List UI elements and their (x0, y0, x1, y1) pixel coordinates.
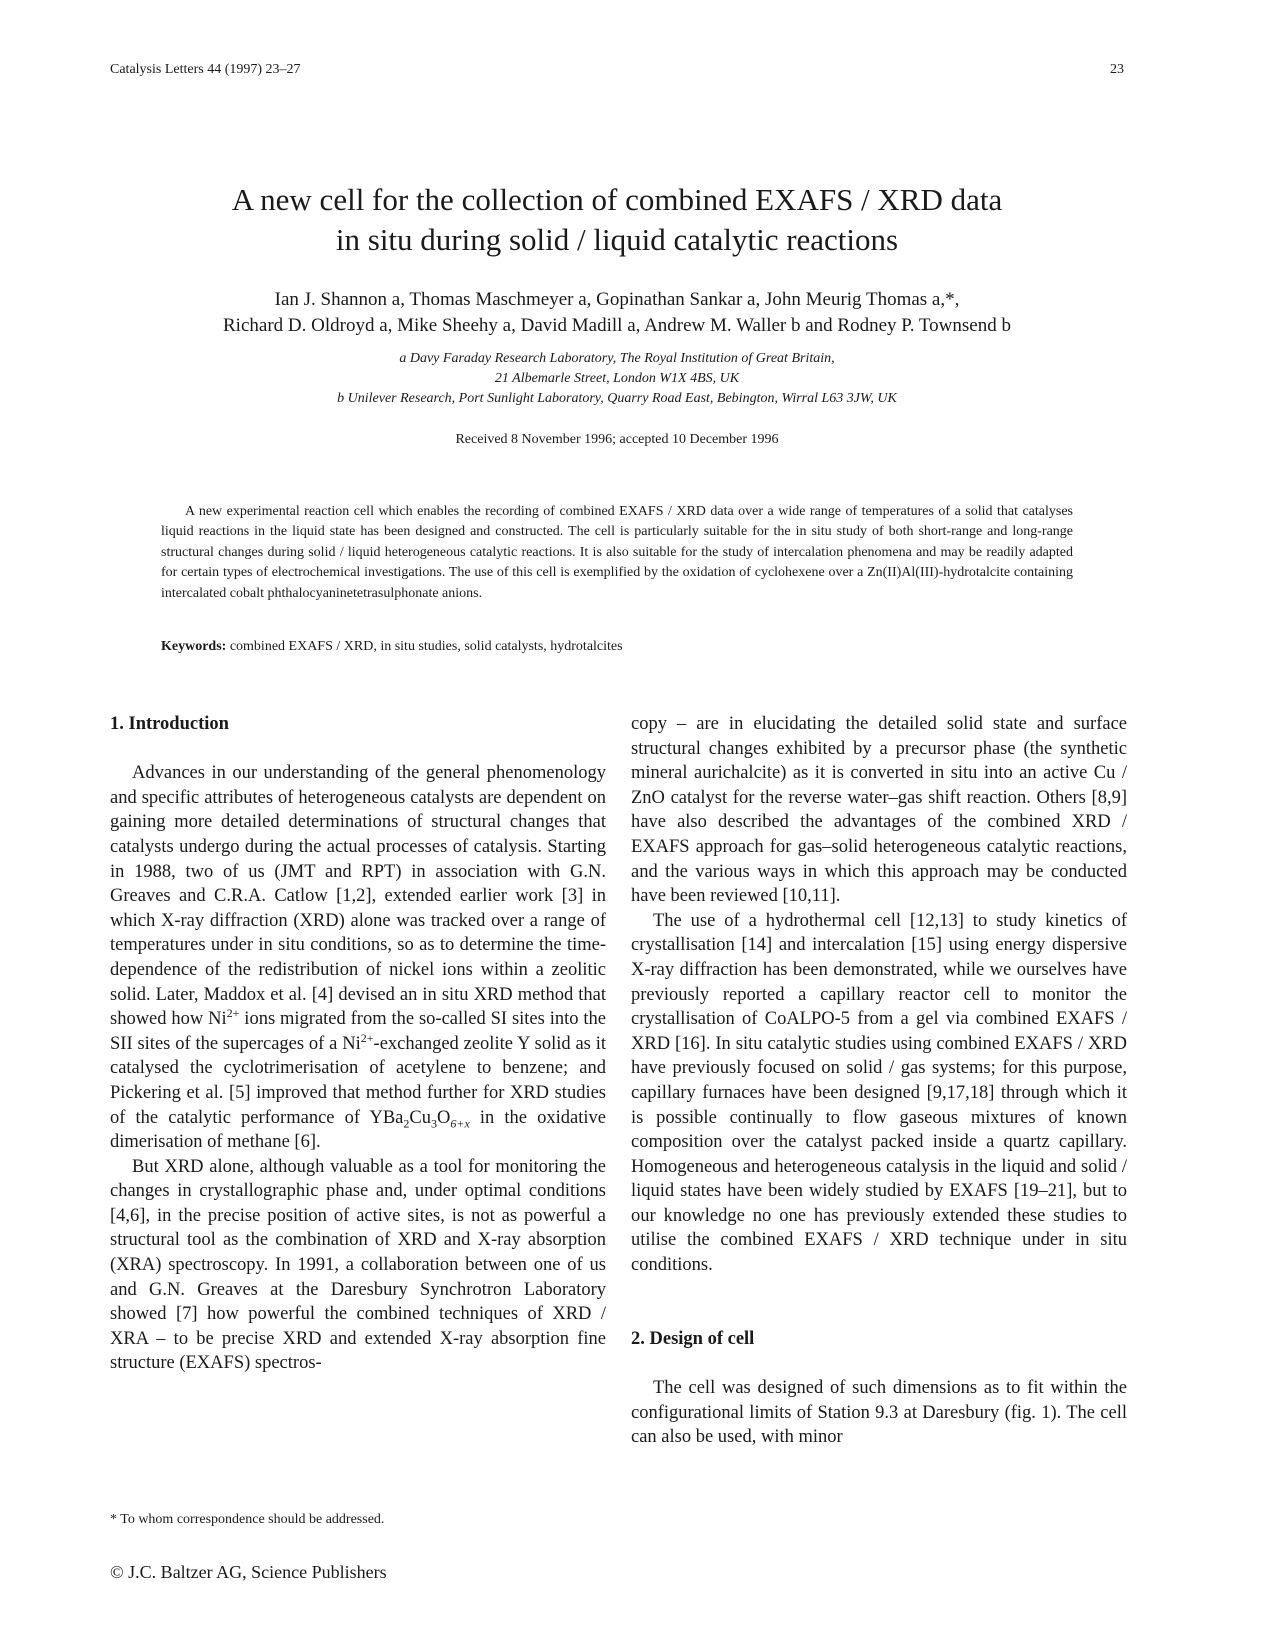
authors-line-2: Richard D. Oldroyd a, Mike Sheehy a, David Madill a, Andrew M. Waller b and Rodney P. Townsend b (223, 315, 1011, 336)
paragraph: But XRD alone, although valuable as a tool for monitoring the changes in crystallographic phase and, under optimal conditions [4,6], in the precise position of active sites, is not as powerful a structural tool as the combination of XRD and X-ray absorption (XRA) spectroscopy. In 1991, a collaboration between one of us and G.N. Greaves at the Daresbury Synchrotron Laboratory showed [7] how powerful the combined techniques of XRD / XRA – to be precise XRD and extended X-ray absorption fine structure (EXAFS) spectros- (110, 1156, 606, 1374)
page-number: 23 (1110, 62, 1124, 77)
journal-citation: Catalysis Letters 44 (1997) 23–27 (110, 62, 301, 77)
column-right (631, 712, 1127, 1450)
author-list (110, 287, 1124, 339)
copyright: © J.C. Baltzer AG, Science Publishers (110, 1562, 387, 1582)
title-line-1: A new cell for the collection of combined EXAFS / XRD data (231, 182, 1003, 217)
title-line-2: in situ during solid / liquid catalytic reactions (335, 222, 899, 257)
authors-line-1: Ian J. Shannon a, Thomas Maschmeyer a, Gopinathan Sankar a, John Meurig Thomas a,*, (274, 289, 960, 310)
affiliation-a-line-1: a Davy Faraday Research Laboratory, The Royal Institution of Great Britain, (399, 351, 835, 366)
paper-title (110, 180, 1124, 260)
received-date: Received 8 November 1996; accepted 10 December 1996 (455, 432, 779, 447)
paragraph: copy – are in elucidating the detailed solid state and surface structural changes exhibited by a precursor phase (the synthetic mineral aurichalcite) as it is converted in situ into an active Cu / ZnO catalyst for the reverse water–gas shift reaction. Others [8,9] have also described the advantages of the combined XRD / EXAFS approach for gas–solid heterogeneous catalytic reactions, and the various ways in which this approach may be conducted have been reviewed [10,11]. (631, 714, 1127, 907)
affiliation-a-line-2: 21 Albemarle Street, London W1X 4BS, UK (494, 371, 740, 386)
paragraph: Advances in our understanding of the general phenomenology and specific attributes of heterogeneous catalysts are dependent on gaining more detailed determinations of structural changes that catalysts undergo during the actual processes of catalysis. Starting in 1988, two of us (JMT and RPT) in association with G.N. Greaves and C.R.A. Catlow [1,2], extended earlier work [3] in which X-ray diffraction (XRD) alone was tracked over a range of temperatures under in situ conditions, so as to determine the time-dependence of the redistribution of nickel ions within a zeolitic solid. Later, Maddox et al. [4] devised an in situ XRD method that showed how $Ni^{2+}$ ions migrated from the so-called SI sites into the SII sites of the supercages of a $Ni^{2+}$-exchanged zeolite Y solid as it catalysed the cyclotrimerisation of acetylene to benzene; and Pickering et al. [5] improved that method further for XRD studies of the catalytic performance of $YBa_2Cu_3O_{6+x}$ in the oxidative dimerisation of methane [6]. (110, 763, 606, 1153)
keywords-text: combined EXAFS / XRD, in situ studies, solid catalysts, hydrotalcites (229, 639, 623, 654)
section-heading-introduction: 1. Introduction (110, 714, 229, 734)
affiliations (110, 349, 1124, 409)
abstract: A new experimental reaction cell which enables the recording of combined EXAFS / XRD data over a wide range of temperatures of a solid that catalyses liquid reactions in the liquid state has been designed and constructed. The cell is particularly suitable for the in situ study of both short-range and long-range structural changes during solid / liquid heterogeneous catalytic reactions. It is also suitable for the study of intercalation phenomena and may be readily adapted for certain types of electrochemical investigations. The use of this cell is exemplified by the oxidation of cyclohexene over a Zn(II)Al(III)-hydrotalcite containing intercalated cobalt phthalocyaninetetrasulphonate anions. (161, 504, 1073, 601)
paragraph: The cell was designed of such dimensions as to fit within the configurational limits of Station 9.3 at Daresbury (fig. 1). The cell can also be used, with minor (631, 1378, 1127, 1448)
section-heading-design: 2. Design of cell (631, 1328, 755, 1349)
footnote: * To whom correspondence should be addressed. (110, 1512, 385, 1527)
affiliation-b: b Unilever Research, Port Sunlight Laboratory, Quarry Road East, Bebington, Wirral L63 3JW, UK (337, 391, 897, 406)
keywords-label: Keywords: (161, 639, 227, 654)
paragraph: The use of a hydrothermal cell [12,13] to study kinetics of crystallisation [14] and intercalation [15] using energy dispersive X-ray diffraction has been demonstrated, while we ourselves have previously reported a capillary reactor cell to monitor the crystallisation of CoALPO-5 from a gel via combined EXAFS / XRD [16]. In situ catalytic studies using combined EXAFS / XRD have previously focused on solid / gas systems; for this purpose, capillary furnaces have been designed [9,17,18] through which it is possible continually to flow gaseous mixtures of known composition over the catalyst packed inside a quartz capillary. Homogeneous and heterogeneous catalysis in the liquid and solid / liquid states have been widely studied by EXAFS [19–21], but to our knowledge no one has previously extended these studies to utilise the combined EXAFS / XRD technique under in situ conditions. (631, 910, 1127, 1276)
keywords (161, 639, 1073, 655)
column-left (110, 712, 606, 1376)
